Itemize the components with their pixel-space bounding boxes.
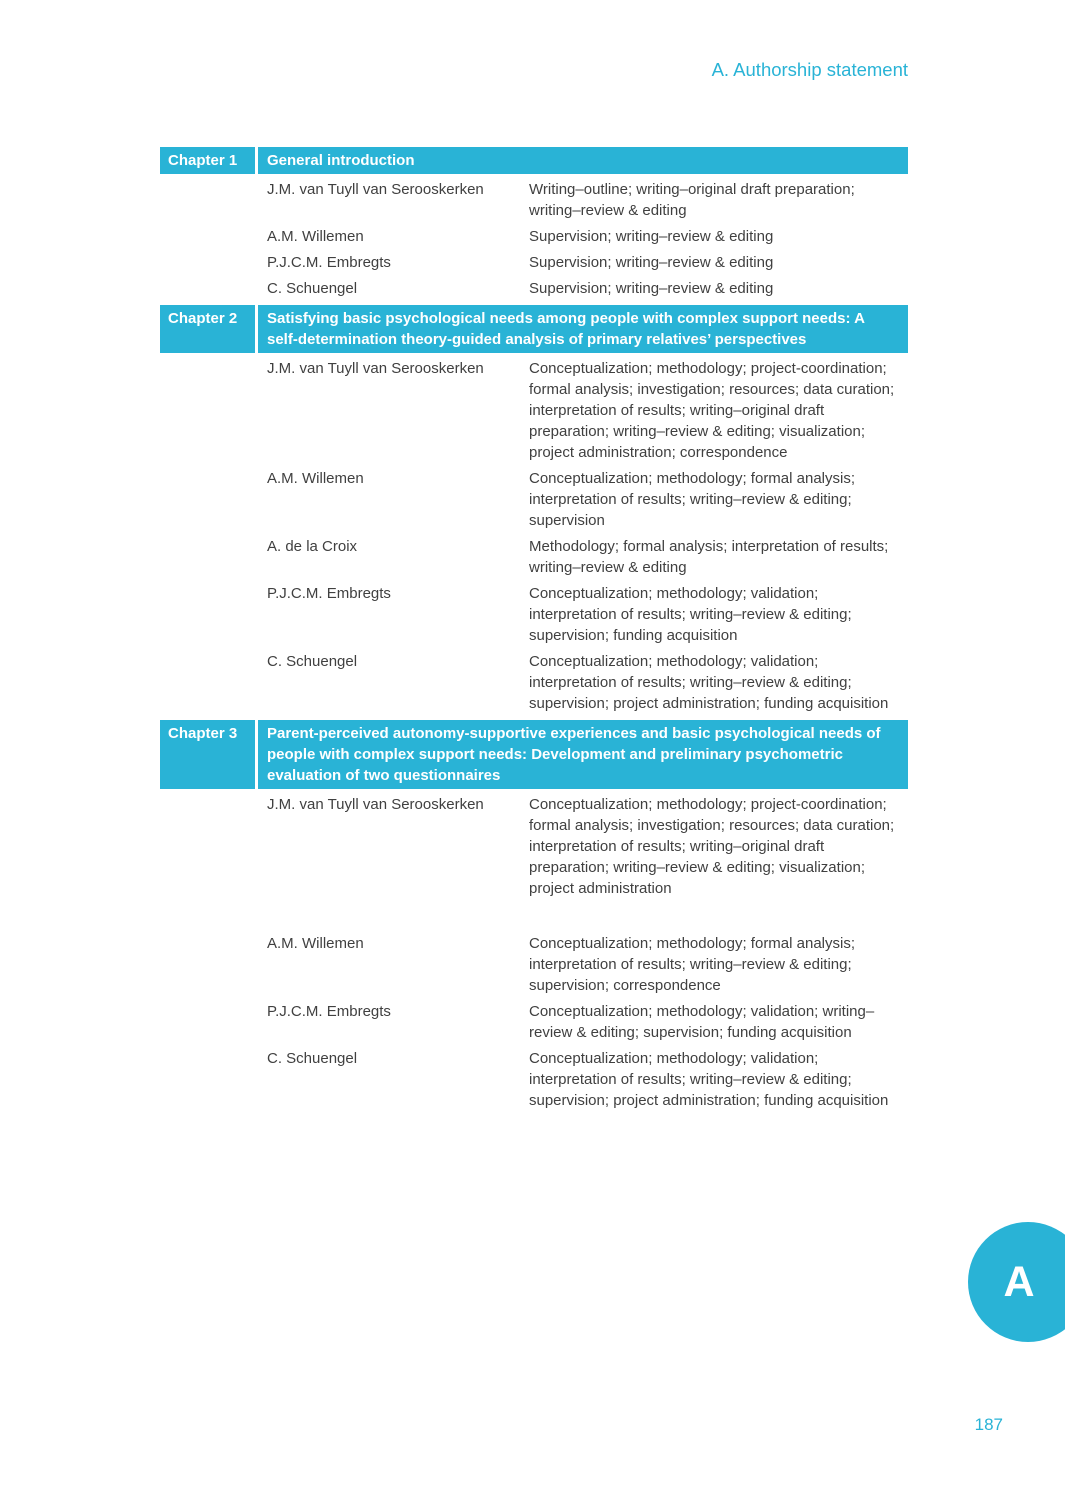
author-name: P.J.C.M. Embregts [267,585,391,602]
author-contribution: Methodology; formal analysis; interpretation of results; writing–review & editing [529,538,889,576]
author-contribution: Conceptualization; methodology; formal analysis; interpretation of results; writing–review & editing; supervision [529,470,856,529]
author-name: A.M. Willemen [267,935,364,952]
row-indent [160,1048,267,1111]
chapter-label: Chapter 1 [168,152,238,169]
author-row [160,278,908,299]
author-name: J.M. van Tuyll van Serooskerken [267,360,484,377]
row-indent [160,794,267,899]
chapter-rows [160,789,908,1117]
chapter-rows [160,174,908,305]
chapter-title: General introduction [255,147,908,174]
author-row [160,651,908,714]
chapter-label: Chapter 2 [168,310,238,327]
author-contribution: Writing–outline; writing–original draft preparation; writing–review & editing [529,181,855,219]
author-row [160,1001,908,1043]
author-name: A.M. Willemen [267,470,364,487]
row-indent [160,651,267,714]
author-contribution: Supervision; writing–review & editing [529,254,774,271]
row-indent [160,226,267,247]
author-name: P.J.C.M. Embregts [267,254,391,271]
chapter-label: Chapter 3 [168,725,238,742]
author-contribution: Conceptualization; methodology; validation; interpretation of results; writing–review & editing; supervision; project administration; funding acquisition [529,1050,889,1109]
appendix-tab-letter: A [1003,1257,1035,1306]
chapter-title: Satisfying basic psychological needs among people with complex support needs: A self-determination theory-guided analysis of primary relatives’ perspectives [255,305,908,353]
author-row [160,179,908,221]
author-contribution: Conceptualization; methodology; validation; interpretation of results; writing–review & editing; supervision; funding acquisition [529,585,852,644]
author-name: A. de la Croix [267,538,358,555]
author-row [160,583,908,646]
author-name: A.M. Willemen [267,228,364,245]
row-indent [160,583,267,646]
author-name: C. Schuengel [267,1050,358,1067]
author-row [160,1048,908,1111]
chapter-section-2 [160,305,908,720]
row-indent [160,468,267,531]
page-number: 187 [974,1415,1003,1434]
row-indent [160,536,267,578]
author-row [160,933,908,996]
author-contribution: Conceptualization; methodology; formal analysis; interpretation of results; writing–review & editing; supervision; correspondence [529,935,856,994]
authorship-table [160,147,908,1117]
chapter-title: Parent-perceived autonomy-supportive experiences and basic psychological needs of people with complex support needs: Development and preliminary psychometric evaluation of two questionnaires [255,720,908,789]
author-row [160,358,908,463]
page-header-title: A. Authorship statement [711,59,908,80]
author-contribution: Supervision; writing–review & editing [529,228,774,245]
row-indent [160,278,267,299]
author-name: J.M. van Tuyll van Serooskerken [267,796,484,813]
author-name: J.M. van Tuyll van Serooskerken [267,181,484,198]
chapter-header [160,147,908,174]
author-contribution: Conceptualization; methodology; validation; writing–review & editing; supervision; funding acquisition [529,1003,875,1041]
author-name: C. Schuengel [267,653,358,670]
row-indent [160,358,267,463]
row-indent [160,933,267,996]
author-name: C. Schuengel [267,280,358,297]
chapter-header [160,305,908,353]
author-contribution: Conceptualization; methodology; validation; interpretation of results; writing–review & editing; supervision; project administration; funding acquisition [529,653,889,712]
row-indent [160,1001,267,1043]
author-row [160,536,908,578]
author-name: P.J.C.M. Embregts [267,1003,391,1020]
row-indent [160,179,267,221]
author-contribution: Conceptualization; methodology; project-coordination; formal analysis; investigation; resources; data curation; interpretation of results; writing–original draft preparation; writing–review & editing; visualization; project administration; correspondence [529,360,895,461]
row-indent [160,252,267,273]
chapter-section-1 [160,147,908,305]
chapter-section-3 [160,720,908,1117]
author-contribution: Supervision; writing–review & editing [529,280,774,297]
appendix-tab-circle [968,1222,1065,1342]
author-contribution: Conceptualization; methodology; project-coordination; formal analysis; investigation; resources; data curation; interpretation of results; writing–original draft preparation; writing–review & editing; visualization; project administration [529,796,895,897]
author-row [160,468,908,531]
chapter-rows [160,353,908,720]
author-row [160,252,908,273]
author-row [160,226,908,247]
author-row [160,794,908,899]
chapter-header [160,720,908,789]
